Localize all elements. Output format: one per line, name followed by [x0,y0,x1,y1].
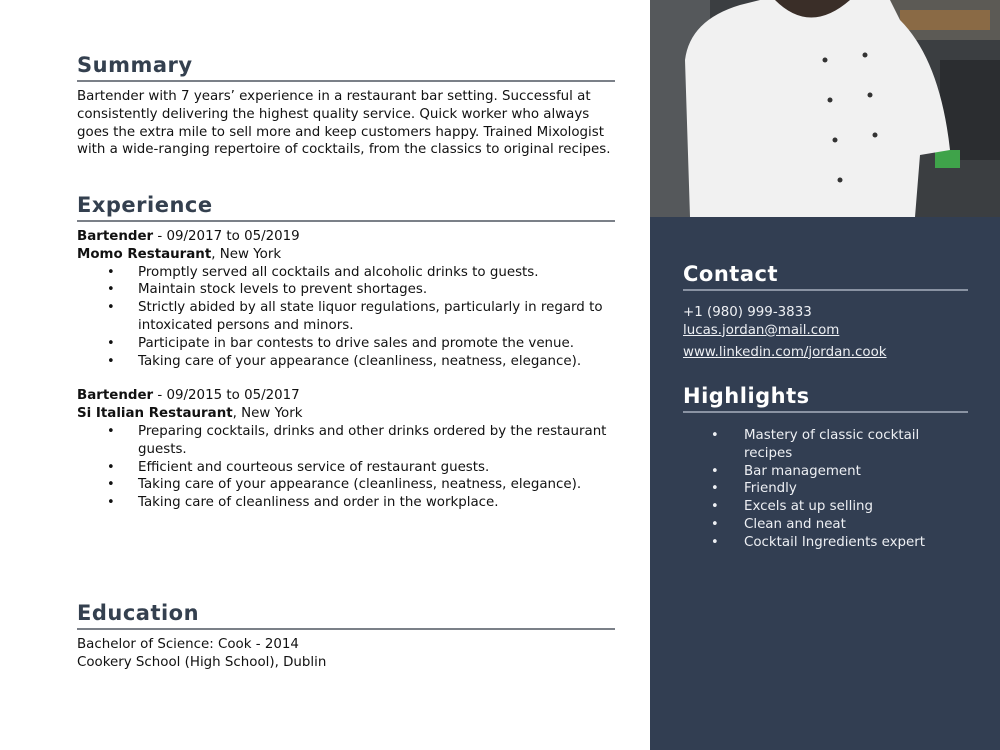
contact-section [683,261,968,361]
summary-heading: Summary [77,52,615,82]
list-item: • Friendly [683,480,968,498]
experience-section [77,192,615,512]
job-employer: Momo Restaurant [77,246,212,262]
list-item: • Promptly served all cocktails and alcoholic drinks to guests. [77,264,615,282]
contact-heading: Contact [683,261,968,291]
job-title: Bartender [77,388,154,404]
job-dates: - 09/2017 to 05/2019 [153,229,300,244]
job-employer: Si Italian Restaurant [77,406,233,422]
profile-photo [650,0,1000,217]
experience-heading: Experience [77,192,615,222]
list-item: • Excels at up selling [683,498,968,516]
sidebar [650,0,1000,750]
list-item: • Maintain stock levels to prevent shortages. [77,281,615,299]
education-section [77,600,615,672]
contact-email-link[interactable]: lucas.jordan@mail.com [683,322,840,338]
job-title: Bartender [77,229,154,244]
list-item: • Taking care of your appearance (cleanliness, neatness, elegance). [77,476,615,494]
list-item: • Taking care of cleanliness and order in the workplace. [77,494,615,512]
job-dates: - 09/2015 to 05/2017 [153,388,300,404]
list-item: • Efficient and courteous service of restaurant guests. [77,459,615,477]
list-item: • Strictly abided by all state liquor regulations, particularly in regard to intoxicated persons and minors. [77,299,615,335]
list-item: • Preparing cocktails, drinks and other drinks ordered by the restaurant guests. [77,423,615,459]
list-item: • Participate in bar contests to drive sales and promote the venue. [77,335,615,353]
summary-text: Bartender with 7 years’ experience in a restaurant bar setting. Successful at consistently delivering the highest quality service. Quick worker who always goes the extra mile to sell more and keep customers happy. Trained Mixologist with a wide-ranging repertoire of cocktails, from the classics to original recipes. [77,89,611,158]
job-entry [77,228,615,370]
job-location: , New York [211,246,282,262]
education-heading: Education [77,600,615,630]
education-degree: Bachelor of Science: Cook - 2014 [77,637,299,652]
list-item: • Cocktail Ingredients expert [683,534,968,552]
contact-linkedin-link[interactable]: www.linkedin.com/jordan.cook [683,344,887,360]
list-item: • Clean and neat [683,516,968,534]
highlights-section [683,383,968,552]
job-location: , New York [232,406,303,422]
contact-phone: +1 (980) 999-3833 [683,305,812,320]
summary-section [77,52,615,159]
list-item: • Mastery of classic cocktail recipes [683,427,968,463]
list-item: • Taking care of your appearance (cleanliness, neatness, elegance). [77,353,615,371]
list-item: • Bar management [683,463,968,481]
job-entry [77,387,615,512]
highlights-heading: Highlights [683,383,968,413]
education-school: Cookery School (High School), Dublin [77,654,327,670]
